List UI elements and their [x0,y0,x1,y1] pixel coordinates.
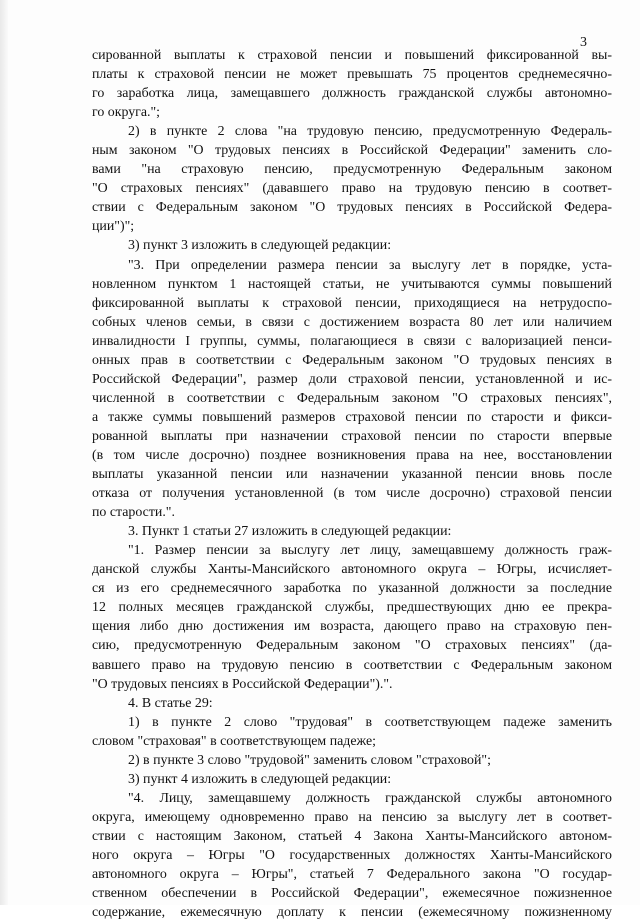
text-line: онных прав в соответствии с Федеральным законом "О трудовых пенсиях в [92,352,612,368]
text-line: 1) в пункте 2 слово "трудовая" в соответствующем падеже заменить [128,714,612,730]
text-line: Российской Федерации", размер доли страховой пенсии, установленной и ис- [92,371,612,387]
text-line: "3. При определении размера пенсии за выслугу лет в порядке, уста- [128,257,612,273]
text-line: ного округа – Югры "О государственных должностях Ханты-Мансийского [92,847,612,863]
text-line: инвалидности I группы, суммы, полагающиеся в связи с валоризацией пенси- [92,333,612,349]
text-line: го округа."; [92,105,161,121]
text-line: "4. Лицу, замещавшему должность гражданской службы автономного [128,790,612,806]
text-line: 4. В статье 29: [128,695,213,711]
text-line: го заработка лица, замещавшего должность гражданской службы автономно- [92,86,612,102]
text-line: сированной выплаты к страховой пенсии и повышений фиксированной вы- [92,48,612,63]
text-line: "О страховых пенсиях" (дававшего право на трудовую пенсию в соответ- [92,181,612,197]
text-line: сию, предусмотренную Федеральным законом "О страховых пенсиях" (да- [92,638,612,654]
text-line: 3. Пункт 1 статьи 27 изложить в следующей редакции: [128,524,452,540]
text-line: фиксированной выплаты к страховой пенсии, приходящиеся на нетрудоспо- [92,295,612,311]
text-line: ственном обеспечении в Российской Федерации", ежемесячное пожизненное [92,886,612,902]
text-line: "О трудовых пенсиях в Российской Федерации").". [92,676,393,692]
text-line: щения либо дню достижения им возраста, дающего право на страховую пен- [92,619,612,635]
text-line: ся из его среднемесячного заработка по указанной должности за последние [92,581,612,597]
scan-edge-shadow [0,0,8,905]
page-number: 3 [580,35,587,50]
text-line: вавшего право на трудовую пенсию в соответствии с Федеральным законом [92,657,612,673]
text-line: округа, имеющему одновременно право на пенсию за выслугу лет в соответ- [92,809,612,825]
text-line: (в том числе досрочно) позднее возникновения права на нее, восстановлении [92,447,612,463]
text-line: выплаты указанной пенсии или назначении указанной пенсии вновь после [92,467,612,483]
text-line: ным законом "О трудовых пенсиях в Российской Федерации" заменить сло- [92,143,612,159]
text-line: ции")"; [92,219,135,235]
text-line: данской службы Ханты-Мансийского автономного округа – Югры, исчисляет- [92,562,612,578]
text-line: 2) в пункте 3 слово "трудовой" заменить словом "страховой"; [128,752,491,768]
text-line: численной в соответствии с Федеральным законом "О страховых пенсиях", [92,390,612,406]
document-body [92,46,612,922]
text-line: "1. Размер пенсии за выслугу лет лицу, замещавшему должность граж- [128,543,612,559]
text-line: новленном пунктом 1 настоящей статьи, не учитываются суммы повышений [92,276,612,292]
text-line: 2) в пункте 2 слова "на трудовую пенсию, предусмотренную Федераль- [128,124,612,140]
text-line: а также суммы повышений размеров страховой пенсии по старости и фикси- [92,409,612,425]
text-line: 3) пункт 4 изложить в следующей редакции: [128,771,392,787]
text-line: вами "на страховую пенсию, предусмотренную Федеральным законом [92,162,612,178]
text-line: по старости.". [92,505,175,521]
text-line: отказа от получения установленной (в том числе досрочно) страховой пенсии [92,486,612,502]
text-line: автономного округа – Югры", статьей 7 Федерального закона "О государ- [92,867,612,883]
text-line: ствии с настоящим Законом, статьей 4 Закона Ханты-Мансийского автоном- [92,828,612,844]
text-line: платы к страховой пенсии не может превышать 75 процентов среднемесячно- [92,67,612,83]
text-line: содержание, ежемесячную доплату к пенсии (ежемесячному пожизненному [92,905,612,921]
text-line: ствии с Федеральным законом "О трудовых пенсиях в Российской Федера- [92,200,612,216]
text-line: собных членов семьи, в связи с достижением возраста 80 лет или наличием [92,314,612,330]
text-line: словом "страховая" в соответствующем падеже; [92,733,376,749]
text-line: 12 полных месяцев гражданской службы, предшествующих дню ее прекра- [92,600,612,616]
text-line: рованной выплаты при назначении страховой пенсии по старости впервые [92,428,612,444]
text-line: 3) пункт 3 изложить в следующей редакции: [128,238,392,254]
